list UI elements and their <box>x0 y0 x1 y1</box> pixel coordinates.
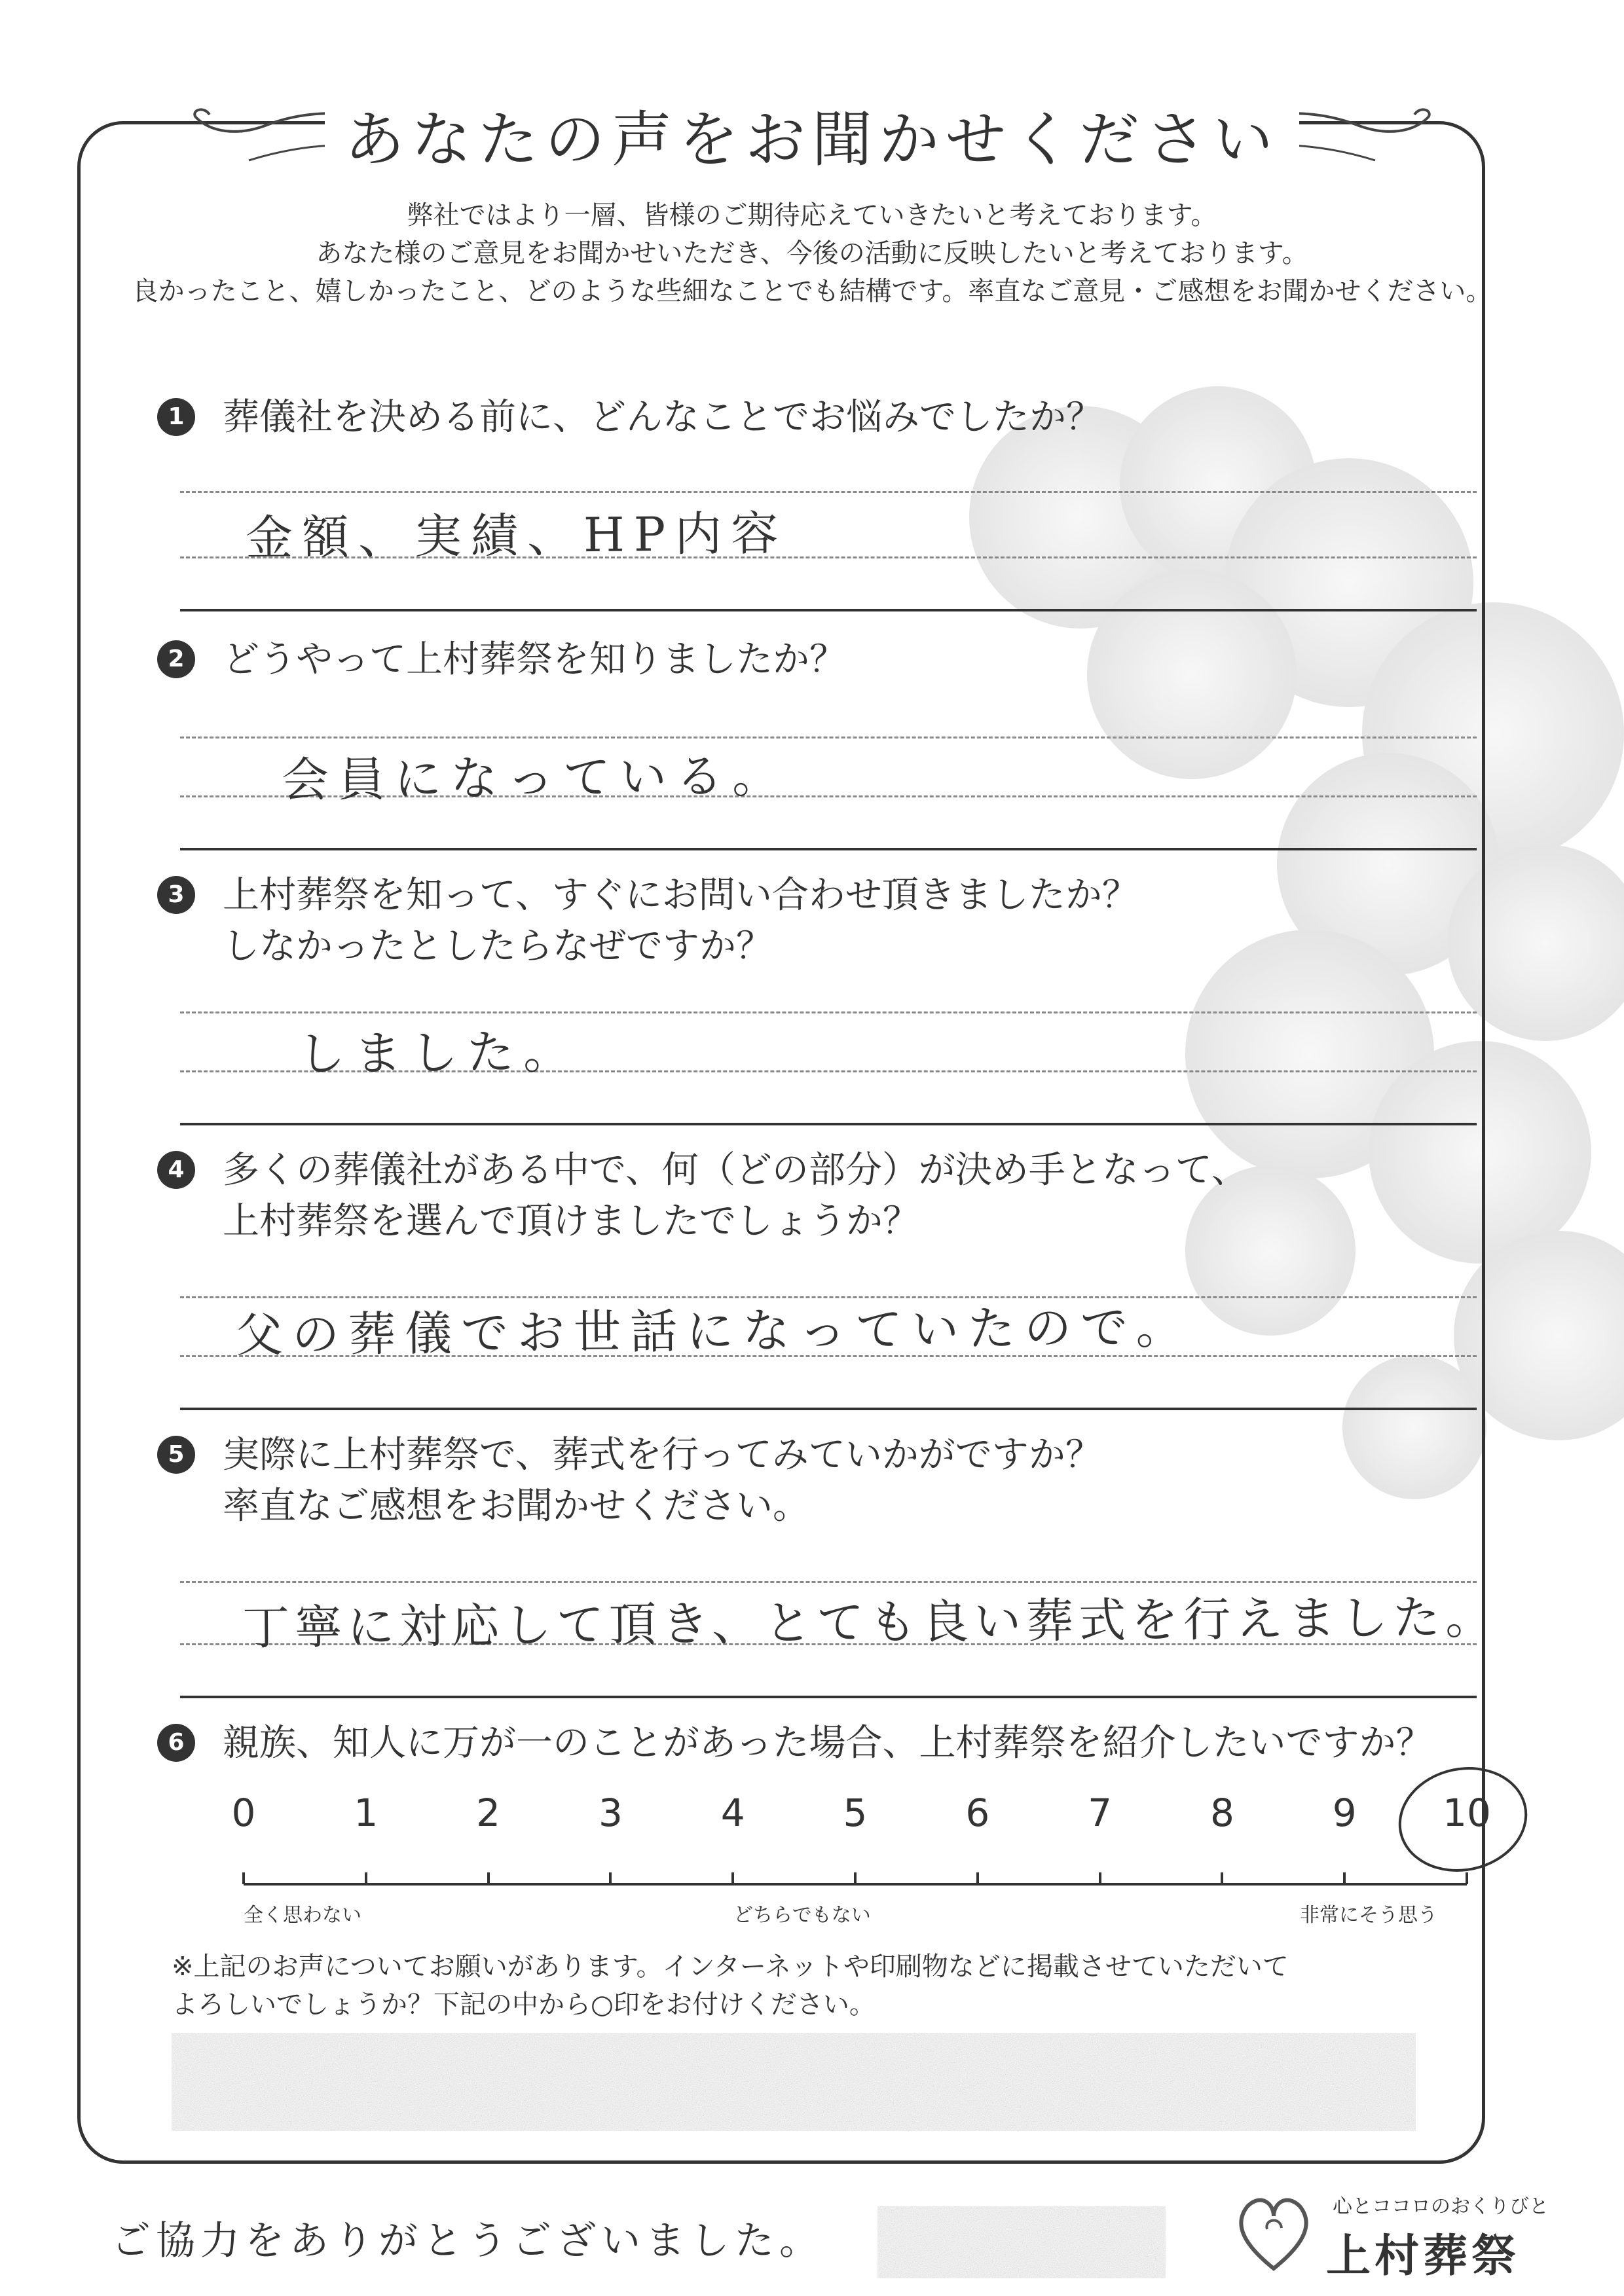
answer-5: 丁寧に対応して頂き、とても良い葬式を行えました。 <box>242 1589 1498 1656</box>
scale-number-10[interactable]: 10 <box>1443 1791 1491 1835</box>
scale-number-0[interactable]: 0 <box>231 1791 256 1835</box>
intro-line: あなた様のご意見をお聞かせいただき、今後の活動に反映したいと考えております。 <box>316 238 1308 268</box>
scale-number-3[interactable]: 3 <box>598 1791 623 1835</box>
scale-tick <box>1343 1872 1346 1884</box>
dotted-line <box>180 737 1477 738</box>
note-line: ※上記のお声についてお願いがあります。インターネットや印刷物などに掲載させていただいて <box>172 1952 1289 1982</box>
redacted-area <box>877 2206 1166 2278</box>
question-number: 6 <box>157 1724 195 1762</box>
question-text: しなかったとしたらなぜですか？ <box>223 925 773 968</box>
scale-low-label: 全く思わない <box>244 1904 361 1927</box>
question-text: 多くの葬儀社がある中で、何（どの部分）が決め手となって、 <box>223 1149 1248 1192</box>
question-number: 3 <box>157 876 195 914</box>
scale-number-5[interactable]: 5 <box>843 1791 868 1835</box>
dotted-line <box>180 491 1477 493</box>
question-text: 実際に上村葬祭で、葬式を行ってみていかがですか？ <box>223 1434 1102 1476</box>
scale-tick <box>242 1872 245 1884</box>
thanks-text: ご協力をありがとうございました。 <box>111 2218 824 2264</box>
question-text: 上村葬祭を選んで頂けましたでしょうか？ <box>223 1200 919 1243</box>
redacted-area <box>172 2033 1416 2131</box>
scale-number-4[interactable]: 4 <box>720 1791 745 1835</box>
logo-tagline: 心とココロのおくりびと <box>1333 2195 1549 2218</box>
scale-tick <box>731 1872 734 1884</box>
logo-name: 上村葬祭 <box>1326 2230 1521 2282</box>
question-number: 1 <box>157 398 195 436</box>
scale-tick <box>1221 1872 1223 1884</box>
scale-tick <box>1466 1872 1468 1884</box>
divider <box>180 1696 1477 1698</box>
scale-number-1[interactable]: 1 <box>354 1791 378 1835</box>
question-number: 2 <box>157 640 195 678</box>
heart-logo-icon <box>1234 2190 1313 2275</box>
scale-mid-label: どちらでもない <box>733 1904 871 1927</box>
answer-3: しました。 <box>297 1024 580 1082</box>
divider <box>180 1408 1477 1410</box>
scale-tick <box>1099 1872 1101 1884</box>
scale-tick <box>976 1872 979 1884</box>
scale-high-label: 非常にそう思う <box>1300 1904 1437 1927</box>
scale-number-9[interactable]: 9 <box>1332 1791 1357 1835</box>
intro-line: 良かったこと、嬉しかったこと、どのような些細なことでも結構です。率直なご意見・ご感想をお聞かせください。 <box>132 276 1492 306</box>
scale-number-2[interactable]: 2 <box>476 1791 501 1835</box>
scale-number-8[interactable]: 8 <box>1209 1791 1234 1835</box>
scale-number-7[interactable]: 7 <box>1088 1791 1113 1835</box>
question-number: 4 <box>157 1151 195 1189</box>
question-text: 率直なご感想をお聞かせください。 <box>223 1485 809 1527</box>
note-line: よろしいでしょうか？下記の中から○印をお付けください。 <box>172 1990 876 2020</box>
dotted-line <box>180 1011 1477 1013</box>
scale-tick <box>854 1872 857 1884</box>
intro-line: 弊社ではより一層、皆様のご期待応えていきたいと考えております。 <box>407 200 1217 230</box>
divider <box>180 1123 1477 1125</box>
permission-note <box>172 1948 1289 2024</box>
question-text: 上村葬祭を知って、すぐにお問い合わせ頂きましたか？ <box>223 874 1139 917</box>
question-text: 親族、知人に万が一のことがあった場合、上村葬祭を紹介したいですか？ <box>223 1722 1433 1764</box>
scale-tick <box>487 1872 490 1884</box>
intro-text <box>131 196 1493 310</box>
answer-1: 金額、実績、HP内容 <box>245 505 788 566</box>
question-text: どうやって上村葬祭を知りましたか？ <box>223 638 846 681</box>
title-wrap <box>0 92 1624 178</box>
scale-number-6[interactable]: 6 <box>965 1791 990 1835</box>
answer-2: 会員になっている。 <box>281 748 789 808</box>
divider <box>180 609 1477 611</box>
answer-4: 父の葬儀でお世話になっていたので。 <box>235 1299 1192 1363</box>
scale-tick <box>365 1872 367 1884</box>
question-text: 葬儀社を決める前に、どんなことでお悩みでしたか？ <box>223 396 1103 439</box>
page-title: あなたの声をお聞かせください <box>325 92 1299 178</box>
scale-tick <box>609 1872 612 1884</box>
divider <box>180 848 1477 850</box>
question-number: 5 <box>157 1436 195 1474</box>
